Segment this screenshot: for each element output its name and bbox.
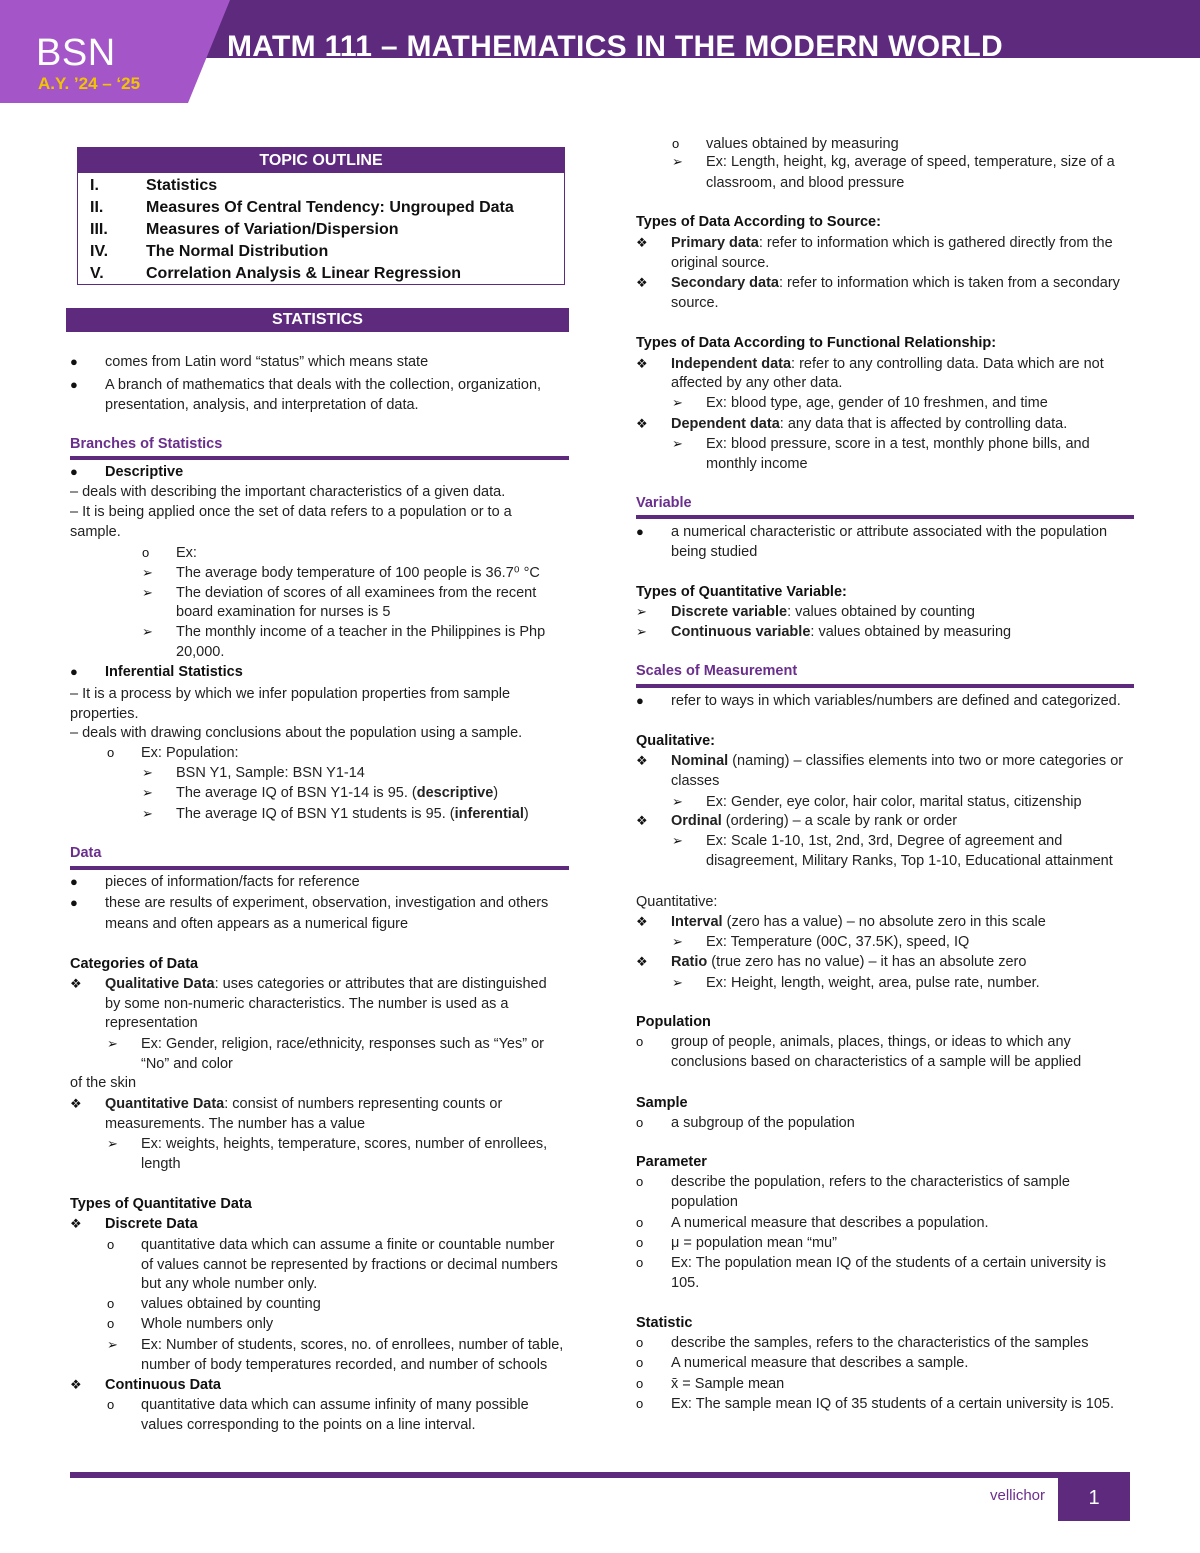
discrete-item: values obtained by counting <box>141 1296 321 1312</box>
arrow-bullet-icon: ➢ <box>142 624 153 639</box>
qualitative-data-desc: : uses categories or attributes that are distinguished <box>214 976 547 992</box>
example-text: The monthly income of a teacher in the Philippines is Php <box>176 624 546 640</box>
independent-data-label: Independent data <box>671 356 792 372</box>
parameter-text: describe the population, refers to the characteristics of sample <box>671 1174 1070 1190</box>
arrow-bullet-icon: ➢ <box>142 765 153 780</box>
parameter-text: μ = population mean “mu” <box>671 1235 837 1251</box>
divider <box>70 456 569 460</box>
circle-bullet-icon: o <box>107 745 115 760</box>
inferential-label: Inferential Statistics <box>105 664 243 680</box>
parameter-text: Ex: The population mean IQ of the students of a certain university is <box>671 1255 1106 1271</box>
arrow-bullet-icon: ➢ <box>142 785 153 800</box>
arrow-bullet-icon: ➢ <box>672 934 683 949</box>
secondary-data-text <box>671 273 1120 293</box>
descriptive-tag: descriptive <box>416 785 494 801</box>
ordinal-example: disagreement, Military Ranks, Top 1-10, Educational attainment <box>706 853 1113 869</box>
outline-item-number: IV. <box>90 243 109 260</box>
discrete-variable-label: Discrete variable <box>671 604 788 620</box>
nominal-example: Ex: Gender, eye color, hair color, marital status, citizenship <box>706 794 1082 810</box>
population-title: Population <box>636 1014 711 1030</box>
interval-example: Ex: Temperature (00C, 37.5K), speed, IQ <box>706 934 970 950</box>
qualitative-example: Ex: Gender, religion, race/ethnicity, responses such as “Yes” or <box>141 1036 544 1052</box>
circle-bullet-icon: o <box>107 1237 115 1252</box>
dependent-example: monthly income <box>706 456 808 472</box>
population-text: group of people, animals, places, things, or ideas to which any <box>671 1034 1071 1050</box>
independent-data-text <box>671 354 1104 374</box>
inferential-line: properties. <box>70 706 139 722</box>
quantitative-data-desc: measurements. The number has a value <box>105 1116 366 1132</box>
dependent-example: Ex: blood pressure, score in a test, monthly phone bills, and <box>706 436 1090 452</box>
dependent-data-text <box>671 414 1067 434</box>
divider <box>70 866 569 870</box>
independent-data-desc: affected by any other data. <box>671 375 843 391</box>
parameter-title: Parameter <box>636 1154 707 1170</box>
academic-year: A.Y. ’24 – ‘25 <box>38 74 141 93</box>
dependent-data-desc: : any data that is affected by controlling data. <box>779 416 1068 432</box>
primary-data-label: Primary data <box>671 235 759 251</box>
qualitative-example: “No” and color <box>141 1056 233 1072</box>
subheading-scales: Scales of Measurement <box>636 663 798 679</box>
statistic-text: Ex: The sample mean IQ of 35 students of a certain university is 105. <box>671 1396 1115 1412</box>
discrete-item: number of body temperatures recorded, and number of schools <box>141 1357 548 1373</box>
arrow-bullet-icon: ➢ <box>672 436 683 451</box>
circle-bullet-icon: o <box>672 136 680 151</box>
quantitative-example: Ex: weights, heights, temperature, scores, number of enrollees, <box>141 1136 548 1152</box>
arrow-bullet-icon: ➢ <box>107 1337 118 1352</box>
quantitative-scale-title: Quantitative: <box>636 894 718 910</box>
statistic-title: Statistic <box>636 1315 693 1331</box>
ordinal-example: Ex: Scale 1-10, 1st, 2nd, 3rd, Degree of agreement and <box>706 833 1063 849</box>
arrow-bullet-icon: ➢ <box>636 604 647 619</box>
topic-outline-box <box>77 147 565 285</box>
circle-bullet-icon: o <box>636 1174 644 1189</box>
ratio-label: Ratio <box>671 954 708 970</box>
outline-item <box>90 197 514 219</box>
source-title: Types of Data According to Source: <box>636 214 881 230</box>
data-bullet: these are results of experiment, observation, investigation and others <box>105 895 549 911</box>
topic-outline-heading: TOPIC OUTLINE <box>78 148 564 173</box>
bullet-icon: ● <box>70 464 78 479</box>
intro-text: A branch of mathematics that deals with the collection, organization, <box>105 377 542 393</box>
intro-text: presentation, analysis, and interpretation of data. <box>105 397 419 413</box>
continuous-variable-desc: : values obtained by measuring <box>810 624 1012 640</box>
dependent-data-label: Dependent data <box>671 416 780 432</box>
circle-bullet-icon: o <box>636 1335 644 1350</box>
circle-bullet-icon: o <box>107 1296 115 1311</box>
course-title: MATM 111 – MATHEMATICS IN THE MODERN WORLD <box>227 30 1003 63</box>
divider <box>636 684 1134 688</box>
circle-bullet-icon: o <box>636 1255 644 1270</box>
circle-bullet-icon: o <box>636 1215 644 1230</box>
continuous-item: values corresponding to the points on a line interval. <box>141 1417 476 1433</box>
subheading-branches: Branches of Statistics <box>70 436 223 452</box>
outline-item-number: V. <box>90 265 104 282</box>
variable-text: a numerical characteristic or attribute associated with the population <box>671 524 1108 540</box>
bullet-icon: ● <box>636 524 644 539</box>
statistic-text: A numerical measure that describes a sample. <box>671 1355 969 1371</box>
circle-bullet-icon: o <box>636 1396 644 1411</box>
variable-text: being studied <box>671 544 758 560</box>
inferential-line: – deals with drawing conclusions about the population using a sample. <box>70 725 523 741</box>
descriptive-label: Descriptive <box>105 464 184 480</box>
outline-item <box>90 241 328 263</box>
circle-bullet-icon: o <box>107 1316 115 1331</box>
arrow-bullet-icon: ➢ <box>142 585 153 600</box>
interval-label: Interval <box>671 914 723 930</box>
discrete-item: Ex: Number of students, scores, no. of enrollees, number of table, <box>141 1337 564 1353</box>
subheading-variable: Variable <box>636 495 692 511</box>
circle-bullet-icon: o <box>142 545 150 560</box>
example-text: board examination for nurses is 5 <box>176 604 391 620</box>
secondary-data-desc: : refer to information which is taken from a secondary <box>779 275 1120 291</box>
data-bullet: pieces of information/facts for reference <box>105 874 360 890</box>
interval-text <box>671 912 1046 932</box>
arrow-bullet-icon: ➢ <box>672 395 683 410</box>
bullet-icon: ● <box>70 377 78 392</box>
arrow-bullet-icon: ➢ <box>672 975 683 990</box>
outline-item <box>90 175 217 197</box>
outline-item-label: The Normal Distribution <box>146 243 329 260</box>
descriptive-line: sample. <box>70 524 121 540</box>
arrow-bullet-icon: ➢ <box>636 624 647 639</box>
diamond-bullet-icon: ❖ <box>70 1377 82 1392</box>
discrete-item: Whole numbers only <box>141 1316 274 1332</box>
ratio-text <box>671 952 1026 972</box>
diamond-bullet-icon: ❖ <box>70 976 82 991</box>
bullet-icon: ● <box>636 693 644 708</box>
arrow-bullet-icon: ➢ <box>672 154 683 169</box>
ordinal-text <box>671 811 957 831</box>
example-text-part: ) <box>493 785 499 801</box>
footer-divider <box>70 1472 1130 1478</box>
circle-bullet-icon: o <box>636 1355 644 1370</box>
sample-title: Sample <box>636 1095 688 1111</box>
secondary-data-label: Secondary data <box>671 275 779 291</box>
discrete-variable-desc: : values obtained by counting <box>787 604 975 620</box>
quantitative-example: length <box>141 1156 181 1172</box>
continued-item: classroom, and blood pressure <box>706 175 905 191</box>
ratio-example: Ex: Height, length, weight, area, pulse rate, number. <box>706 975 1040 991</box>
inferential-line: – It is a process by which we infer population properties from sample <box>70 686 511 702</box>
discrete-item: quantitative data which can assume a finite or countable number <box>141 1237 555 1253</box>
outline-item-number: III. <box>90 221 108 238</box>
diamond-bullet-icon: ❖ <box>70 1216 82 1231</box>
diamond-bullet-icon: ❖ <box>636 235 648 250</box>
outline-item <box>90 219 399 241</box>
arrow-bullet-icon: ➢ <box>672 794 683 809</box>
parameter-text: A numerical measure that describes a population. <box>671 1215 989 1231</box>
example-text <box>176 783 498 803</box>
continuous-variable-text <box>671 622 1011 642</box>
quantitative-data-text <box>105 1094 502 1114</box>
statistic-text: x̄ = Sample mean <box>671 1376 785 1392</box>
outline-item-number: I. <box>90 177 99 194</box>
outline-item-label: Statistics <box>146 177 218 194</box>
continued-item: values obtained by measuring <box>706 136 899 152</box>
example-text: BSN Y1, Sample: BSN Y1-14 <box>176 765 365 781</box>
outline-item <box>90 263 461 285</box>
footer-author: vellichor <box>990 1487 1046 1504</box>
parameter-text: 105. <box>671 1275 700 1291</box>
subheading-data: Data <box>70 845 102 861</box>
continuous-variable-label: Continuous variable <box>671 624 811 640</box>
ratio-desc: (true zero has no value) – it has an absolute zero <box>707 954 1027 970</box>
diamond-bullet-icon: ❖ <box>636 813 648 828</box>
qualitative-example: of the skin <box>70 1075 137 1091</box>
secondary-data-desc: source. <box>671 295 719 311</box>
categories-title: Categories of Data <box>70 956 199 972</box>
discrete-data-label: Discrete Data <box>105 1216 198 1232</box>
arrow-bullet-icon: ➢ <box>107 1136 118 1151</box>
qualitative-data-label: Qualitative Data <box>105 976 215 992</box>
bullet-icon: ● <box>70 664 78 679</box>
arrow-bullet-icon: ➢ <box>142 565 153 580</box>
outline-item-label: Measures Of Central Tendency: Ungrouped Data <box>146 199 514 216</box>
quantitative-data-desc: : consist of numbers representing counts or <box>224 1096 503 1112</box>
example-label: Ex: Population: <box>141 745 239 761</box>
nominal-desc: (naming) – classifies elements into two or more categories or <box>728 753 1124 769</box>
discrete-item: of values cannot be represented by fractions or decimal numbers <box>141 1257 558 1273</box>
continued-item: Ex: Length, height, kg, average of speed, temperature, size of a <box>706 154 1115 170</box>
outline-item-label: Measures of Variation/Dispersion <box>146 221 399 238</box>
example-text-part: The average IQ of BSN Y1 students is 95. ( <box>176 806 455 822</box>
intro-text: comes from Latin word “status” which means state <box>105 354 429 370</box>
primary-data-desc: : refer to information which is gathered directly from the <box>758 235 1113 251</box>
sample-text: a subgroup of the population <box>671 1115 855 1131</box>
diamond-bullet-icon: ❖ <box>636 275 648 290</box>
outline-item-label: Correlation Analysis & Linear Regression <box>146 265 462 282</box>
diamond-bullet-icon: ❖ <box>636 416 648 431</box>
arrow-bullet-icon: ➢ <box>107 1036 118 1051</box>
nominal-desc: classes <box>671 773 720 789</box>
statistic-text: describe the samples, refers to the characteristics of the samples <box>671 1335 1089 1351</box>
inferential-tag: inferential <box>454 806 524 822</box>
scales-text: refer to ways in which variables/numbers are defined and categorized. <box>671 693 1121 709</box>
arrow-bullet-icon: ➢ <box>142 806 153 821</box>
descriptive-line: – deals with describing the important characteristics of a given data. <box>70 484 506 500</box>
functional-title: Types of Data According to Functional Relationship: <box>636 335 997 351</box>
circle-bullet-icon: o <box>107 1397 115 1412</box>
bullet-icon: ● <box>70 874 78 889</box>
example-label: Ex: <box>176 545 197 561</box>
population-text: conclusions based on characteristics of a sample will be applied <box>671 1054 1082 1070</box>
diamond-bullet-icon: ❖ <box>70 1096 82 1111</box>
example-text: 20,000. <box>176 644 225 660</box>
qualitative-scale-title: Qualitative: <box>636 733 715 749</box>
example-text: The deviation of scores of all examinees from the recent <box>176 585 537 601</box>
independent-data-desc: : refer to any controlling data. Data which are not <box>791 356 1104 372</box>
qualitative-data-text <box>105 974 547 994</box>
ordinal-desc: (ordering) – a scale by rank or order <box>721 813 958 829</box>
types-quantitative-title: Types of Quantitative Data <box>70 1196 252 1212</box>
example-text <box>176 804 529 824</box>
discrete-variable-text <box>671 602 975 622</box>
descriptive-line: – It is being applied once the set of data refers to a population or to a <box>70 504 512 520</box>
parameter-text: population <box>671 1194 738 1210</box>
primary-data-text <box>671 233 1113 253</box>
circle-bullet-icon: o <box>636 1034 644 1049</box>
diamond-bullet-icon: ❖ <box>636 954 648 969</box>
ordinal-label: Ordinal <box>671 813 722 829</box>
page-number: 1 <box>1058 1475 1130 1521</box>
qualitative-data-desc: by some non-numeric characteristics. The number is used as a <box>105 996 509 1012</box>
quant-variable-title: Types of Quantitative Variable: <box>636 584 847 600</box>
section-title-statistics: STATISTICS <box>66 308 569 332</box>
discrete-item: but any whole number only. <box>141 1276 318 1292</box>
example-text: The average body temperature of 100 people is 36.7⁰ °C <box>176 565 540 581</box>
brand-label: BSN <box>36 32 116 74</box>
primary-data-desc: original source. <box>671 255 770 271</box>
diamond-bullet-icon: ❖ <box>636 914 648 929</box>
diamond-bullet-icon: ❖ <box>636 356 648 371</box>
example-text-part: ) <box>523 806 529 822</box>
nominal-label: Nominal <box>671 753 729 769</box>
circle-bullet-icon: o <box>636 1235 644 1250</box>
continuous-item: quantitative data which can assume infinity of many possible <box>141 1397 529 1413</box>
divider <box>636 515 1134 519</box>
bullet-icon: ● <box>70 895 78 910</box>
qualitative-data-desc: representation <box>105 1015 198 1031</box>
data-bullet: means and often appears as a numerical figure <box>105 916 409 932</box>
continuous-data-label: Continuous Data <box>105 1377 221 1393</box>
circle-bullet-icon: o <box>636 1376 644 1391</box>
independent-example: Ex: blood type, age, gender of 10 freshmen, and time <box>706 395 1048 411</box>
interval-desc: (zero has a value) – no absolute zero in this scale <box>722 914 1046 930</box>
arrow-bullet-icon: ➢ <box>672 833 683 848</box>
circle-bullet-icon: o <box>636 1115 644 1130</box>
example-text-part: The average IQ of BSN Y1-14 is 95. ( <box>176 785 417 801</box>
diamond-bullet-icon: ❖ <box>636 753 648 768</box>
bullet-icon: ● <box>70 354 78 369</box>
quantitative-data-label: Quantitative Data <box>105 1096 225 1112</box>
nominal-text <box>671 751 1123 771</box>
outline-item-number: II. <box>90 199 104 216</box>
